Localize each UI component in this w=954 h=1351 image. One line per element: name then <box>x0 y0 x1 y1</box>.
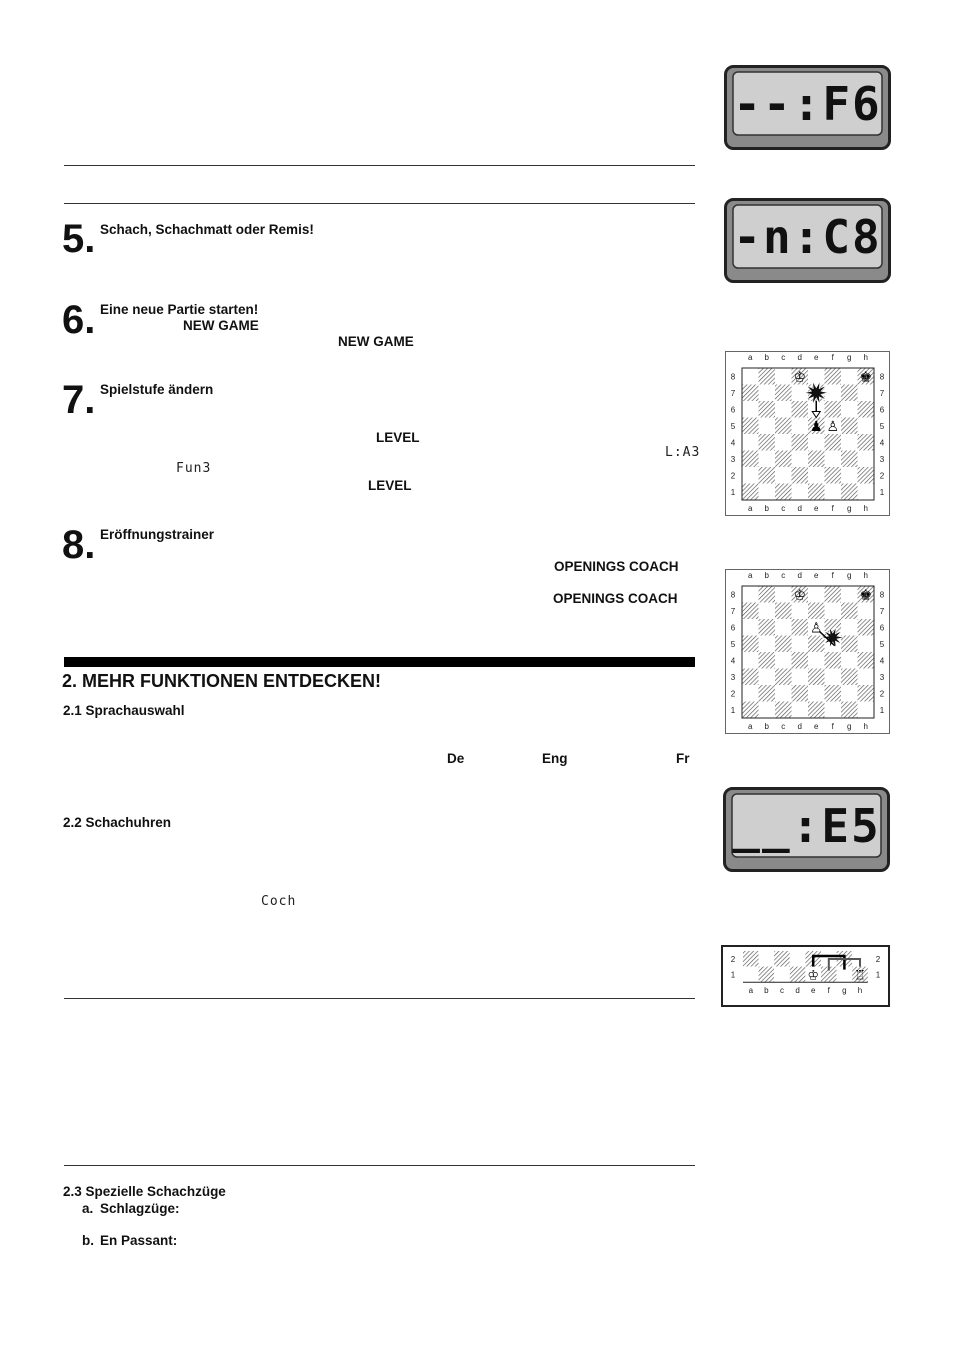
rank-label: 5 <box>730 421 736 431</box>
key-label: OPENINGS COACH <box>553 591 678 606</box>
board-square <box>841 451 858 468</box>
file-label: c <box>781 571 786 580</box>
board-square <box>858 669 875 686</box>
divider <box>64 998 695 999</box>
file-label: d <box>797 504 802 513</box>
rank-label: 1 <box>730 970 736 980</box>
display-text: L:A3 <box>665 445 701 460</box>
board-square <box>759 385 776 402</box>
lcd-e5 <box>723 787 890 872</box>
board-square <box>759 586 776 603</box>
rank-label: 1 <box>875 970 881 980</box>
list-marker: b. <box>82 1233 94 1248</box>
white-pawn-icon: ♙ <box>826 418 840 435</box>
board-square <box>841 586 858 603</box>
board-square <box>841 702 858 719</box>
board-square <box>775 401 792 418</box>
list-marker: a. <box>82 1201 94 1216</box>
step-title: Eine neue Partie starten! <box>100 302 259 317</box>
rank-label: 8 <box>879 590 885 600</box>
file-label: e <box>814 504 819 513</box>
file-label: f <box>831 571 834 580</box>
rank-label: 3 <box>730 454 736 464</box>
black-pawn-icon: ♟ <box>809 418 823 435</box>
board-square <box>775 586 792 603</box>
rank-label: 4 <box>879 438 885 448</box>
key-label: NEW GAME <box>183 318 259 333</box>
board-square <box>759 603 776 620</box>
board-square <box>775 418 792 435</box>
white-king-icon: ♔ <box>807 968 820 984</box>
file-label: b <box>764 722 769 731</box>
board-square <box>759 434 776 451</box>
board-square <box>808 669 825 686</box>
file-label: h <box>857 986 863 996</box>
rank-label: 8 <box>730 590 736 600</box>
rank-label: 2 <box>730 689 736 699</box>
rank-label: 4 <box>730 438 736 448</box>
file-label: b <box>764 986 769 996</box>
board-square <box>792 619 809 636</box>
rank-label: 1 <box>879 705 885 715</box>
white-king-icon: ♔ <box>793 369 807 386</box>
board-square <box>825 484 842 501</box>
board-square <box>792 467 809 484</box>
board-square <box>825 434 842 451</box>
rank-label: 2 <box>730 954 736 964</box>
board-square <box>792 636 809 653</box>
step-title: Schach, Schachmatt oder Remis! <box>100 222 314 237</box>
board-square <box>742 451 759 468</box>
step-number: 7. <box>62 378 96 422</box>
rank-label: 1 <box>730 487 736 497</box>
board-square <box>808 451 825 468</box>
file-label: h <box>863 571 868 580</box>
key-label: LEVEL <box>376 430 420 445</box>
board-square <box>759 685 776 702</box>
board-square <box>775 652 792 669</box>
rank-label: 1 <box>730 705 736 715</box>
board-square <box>742 669 759 686</box>
board-square <box>792 603 809 620</box>
file-label: g <box>847 504 852 513</box>
board-square <box>775 368 792 385</box>
board-square <box>775 636 792 653</box>
file-label: a <box>748 353 753 362</box>
board-square <box>841 418 858 435</box>
board-square <box>808 702 825 719</box>
board-square <box>742 467 759 484</box>
board-square <box>792 418 809 435</box>
board-square <box>841 685 858 702</box>
file-label: g <box>847 722 852 731</box>
rank-label: 2 <box>879 689 885 699</box>
chess-board-diagram <box>725 569 890 734</box>
file-label: c <box>781 353 786 362</box>
file-label: f <box>831 722 834 731</box>
file-label: d <box>797 722 802 731</box>
board-square <box>774 967 790 983</box>
lcd-text: -n:C8 <box>733 210 882 264</box>
board-square <box>774 951 790 967</box>
board-square <box>792 451 809 468</box>
board-square <box>742 385 759 402</box>
language-option: Eng <box>542 751 568 766</box>
board-square <box>742 401 759 418</box>
board-square <box>858 451 875 468</box>
rank-label: 6 <box>879 405 885 415</box>
file-label: g <box>847 571 852 580</box>
board-square <box>841 401 858 418</box>
language-option: De <box>447 751 465 766</box>
rank-label: 7 <box>730 388 736 398</box>
rank-label: 1 <box>879 487 885 497</box>
list-label: Schlagzüge: <box>100 1201 180 1216</box>
section-bar <box>64 657 695 667</box>
file-label: b <box>764 571 769 580</box>
lcd-f6 <box>724 65 891 150</box>
board-square <box>825 451 842 468</box>
board-square <box>775 685 792 702</box>
list-label: En Passant: <box>100 1233 178 1248</box>
board-square <box>858 467 875 484</box>
board-square <box>775 669 792 686</box>
board-square <box>858 401 875 418</box>
black-king-icon: ♚ <box>859 369 873 386</box>
board-square <box>743 967 759 983</box>
board-square <box>792 484 809 501</box>
board-square <box>742 603 759 620</box>
chess-board-diagram <box>725 351 890 516</box>
board-square <box>742 434 759 451</box>
lcd-nc8 <box>724 198 891 283</box>
file-label: g <box>847 353 852 362</box>
display-text: Fun3 <box>176 461 212 476</box>
rank-label: 3 <box>879 454 885 464</box>
lcd-display <box>723 787 890 872</box>
file-label: b <box>764 504 769 513</box>
board-square <box>775 619 792 636</box>
rank-label: 6 <box>879 623 885 633</box>
key-label: LEVEL <box>368 478 412 493</box>
step-number: 6. <box>62 298 96 342</box>
board-square <box>742 652 759 669</box>
file-label: c <box>781 504 786 513</box>
rank-label: 6 <box>730 623 736 633</box>
board-square <box>858 685 875 702</box>
board-square <box>841 652 858 669</box>
board-square <box>825 586 842 603</box>
board-square <box>808 652 825 669</box>
rank-label: 7 <box>879 388 885 398</box>
board-square <box>841 467 858 484</box>
rank-label: 5 <box>730 639 736 649</box>
board-square <box>858 434 875 451</box>
subsection-title: 2.2 Schachuhren <box>63 815 172 830</box>
board-square <box>742 586 759 603</box>
board-square <box>759 418 776 435</box>
board-square <box>759 636 776 653</box>
file-label: e <box>814 722 819 731</box>
board-square <box>775 603 792 620</box>
board-square <box>790 967 806 983</box>
board-square <box>742 636 759 653</box>
rank-label: 8 <box>879 372 885 382</box>
board-square <box>841 368 858 385</box>
lcd-text: --:F6 <box>733 77 882 131</box>
board-square <box>858 702 875 719</box>
board-square <box>808 467 825 484</box>
file-label: h <box>863 353 868 362</box>
board-square <box>841 603 858 620</box>
board-square <box>841 385 858 402</box>
board-square <box>792 669 809 686</box>
board-square <box>742 685 759 702</box>
step-title: Eröffnungstrainer <box>100 527 215 542</box>
file-label: a <box>748 571 753 580</box>
board-square <box>759 451 776 468</box>
lcd-display <box>724 65 891 150</box>
board-square <box>808 586 825 603</box>
board-square <box>808 636 825 653</box>
rank-label: 5 <box>879 639 885 649</box>
rank-label: 7 <box>879 606 885 616</box>
board-square <box>775 702 792 719</box>
board-square <box>759 484 776 501</box>
board-square <box>858 636 875 653</box>
file-label: h <box>863 722 868 731</box>
board-square <box>825 685 842 702</box>
file-label: d <box>797 571 802 580</box>
board-square <box>775 385 792 402</box>
language-option: Fr <box>676 751 690 766</box>
rank-label: 5 <box>879 421 885 431</box>
divider <box>64 203 695 204</box>
file-label: f <box>831 353 834 362</box>
board-square <box>742 619 759 636</box>
rank-label: 7 <box>730 606 736 616</box>
file-label: d <box>797 353 802 362</box>
rank-label: 2 <box>875 954 881 964</box>
board-square <box>775 451 792 468</box>
board-square <box>742 484 759 501</box>
board-square <box>759 401 776 418</box>
board-square <box>825 603 842 620</box>
board-square <box>841 484 858 501</box>
key-label: OPENINGS COACH <box>554 559 679 574</box>
file-label: d <box>795 986 800 996</box>
board-square <box>808 368 825 385</box>
rank-label: 2 <box>879 471 885 481</box>
board-square <box>841 434 858 451</box>
lcd-display <box>724 198 891 283</box>
white-rook-icon: ♖ <box>854 968 866 984</box>
subsection-title: 2.3 Spezielle Schachzüge <box>63 1184 226 1199</box>
file-label: e <box>814 571 819 580</box>
board-square <box>858 619 875 636</box>
display-text: Coch <box>261 894 297 909</box>
board-square <box>858 603 875 620</box>
file-label: c <box>781 722 786 731</box>
subsection-title: 2.1 Sprachauswahl <box>63 703 185 718</box>
board-square <box>808 603 825 620</box>
board-square <box>858 418 875 435</box>
board-square <box>825 652 842 669</box>
step-number: 8. <box>62 523 96 567</box>
board-square <box>825 401 842 418</box>
key-label: NEW GAME <box>338 334 414 349</box>
rank-label: 3 <box>879 672 885 682</box>
board-square <box>841 669 858 686</box>
file-label: a <box>748 986 754 996</box>
rank-label: 6 <box>730 405 736 415</box>
white-pawn-icon: ♙ <box>809 620 823 637</box>
board-square <box>792 434 809 451</box>
file-label: b <box>764 353 769 362</box>
file-label: f <box>827 986 830 996</box>
board-square <box>759 652 776 669</box>
file-label: a <box>748 504 753 513</box>
rank-label: 3 <box>730 672 736 682</box>
divider <box>64 1165 695 1166</box>
rank-label: 2 <box>730 471 736 481</box>
board-square <box>759 702 776 719</box>
board-square <box>858 652 875 669</box>
section-heading: 2. MEHR FUNKTIONEN ENTDECKEN! <box>62 671 382 691</box>
divider <box>64 165 695 166</box>
file-label: a <box>748 722 753 731</box>
board-square <box>858 385 875 402</box>
step-number: 5. <box>62 217 96 261</box>
board-square <box>775 484 792 501</box>
board-square <box>808 434 825 451</box>
file-label: c <box>780 986 784 996</box>
board-square <box>858 484 875 501</box>
file-label: e <box>810 986 816 996</box>
board-square <box>775 434 792 451</box>
board-square <box>743 951 759 967</box>
board-square <box>792 401 809 418</box>
board-square <box>759 951 775 967</box>
board-square <box>759 967 775 983</box>
board-square <box>792 685 809 702</box>
rank-label: 4 <box>730 656 736 666</box>
rank-label: 8 <box>730 372 736 382</box>
board-square <box>759 467 776 484</box>
board-square <box>759 669 776 686</box>
white-king-icon: ♔ <box>793 587 807 604</box>
board-square <box>825 467 842 484</box>
black-king-icon: ♚ <box>859 587 873 604</box>
lcd-text: __:E5 <box>732 799 881 853</box>
board-square <box>808 685 825 702</box>
board-square <box>825 669 842 686</box>
file-label: f <box>831 504 834 513</box>
board-square <box>790 951 806 967</box>
board-square <box>759 619 776 636</box>
step-title: Spielstufe ändern <box>100 382 214 397</box>
board-square <box>742 702 759 719</box>
board-square <box>825 368 842 385</box>
board-square <box>808 484 825 501</box>
board-square <box>792 702 809 719</box>
board-square <box>825 702 842 719</box>
file-label: g <box>842 986 847 996</box>
castling-diagram <box>721 945 890 1007</box>
rank-label: 4 <box>879 656 885 666</box>
file-label: h <box>863 504 868 513</box>
board-square <box>792 652 809 669</box>
board-square <box>841 619 858 636</box>
board-square <box>841 636 858 653</box>
board-square <box>742 368 759 385</box>
board-square <box>742 418 759 435</box>
board-square <box>775 467 792 484</box>
file-label: e <box>814 353 819 362</box>
board-square <box>759 368 776 385</box>
